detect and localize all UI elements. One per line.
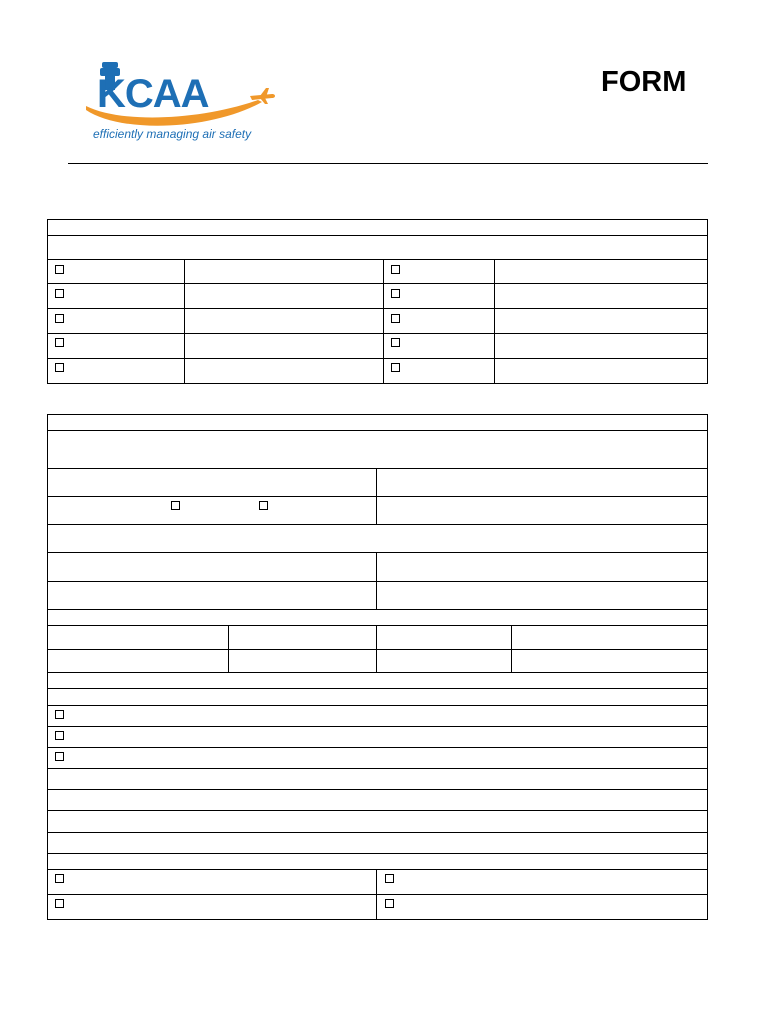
checkbox[interactable]	[385, 899, 394, 908]
checkbox[interactable]	[55, 710, 64, 719]
checkbox[interactable]	[391, 363, 400, 372]
section-2-divider	[47, 832, 708, 833]
checkbox[interactable]	[391, 338, 400, 347]
section-1-divider	[47, 283, 708, 284]
section-1-table	[47, 219, 708, 384]
checkbox[interactable]	[259, 501, 268, 510]
section-2-divider	[47, 894, 708, 895]
section-2-divider	[47, 552, 708, 553]
section-2-divider	[47, 768, 708, 769]
section-2-divider	[47, 853, 708, 854]
checkbox[interactable]	[55, 363, 64, 372]
section-2-divider	[47, 468, 708, 469]
section-2-divider	[47, 705, 708, 706]
section-2-divider	[47, 496, 708, 497]
section-2-divider	[47, 430, 708, 431]
section-1-column-line	[184, 259, 185, 384]
section-2-divider	[47, 810, 708, 811]
checkbox[interactable]	[55, 289, 64, 298]
checkbox[interactable]	[55, 265, 64, 274]
section-2-table	[47, 414, 708, 920]
section-1-divider	[47, 259, 708, 260]
checkbox[interactable]	[55, 731, 64, 740]
section-2-divider	[47, 649, 708, 650]
section-2-column-line	[511, 625, 512, 672]
logo-text: KCAA	[97, 72, 209, 116]
section-2-divider	[47, 609, 708, 610]
checkbox[interactable]	[55, 899, 64, 908]
section-2-column-line	[228, 625, 229, 672]
section-2-column-line	[376, 625, 377, 672]
section-1-divider	[47, 333, 708, 334]
section-2-column-line	[376, 552, 377, 609]
section-2-divider	[47, 672, 708, 673]
section-2-column-line	[376, 869, 377, 920]
section-2-divider	[47, 747, 708, 748]
checkbox[interactable]	[391, 314, 400, 323]
logo-tagline: efficiently managing air safety	[93, 127, 252, 141]
section-2-divider	[47, 726, 708, 727]
section-2-divider	[47, 688, 708, 689]
header-divider	[68, 163, 708, 164]
section-1-divider	[47, 235, 708, 236]
checkbox[interactable]	[55, 874, 64, 883]
checkbox[interactable]	[391, 289, 400, 298]
checkbox[interactable]	[55, 338, 64, 347]
form-title: FORM	[601, 66, 687, 98]
section-2-divider	[47, 581, 708, 582]
section-2-divider	[47, 789, 708, 790]
checkbox[interactable]	[55, 314, 64, 323]
checkbox[interactable]	[391, 265, 400, 274]
checkbox[interactable]	[171, 501, 180, 510]
section-1-divider	[47, 308, 708, 309]
section-2-divider	[47, 625, 708, 626]
checkbox[interactable]	[55, 752, 64, 761]
section-1-column-line	[494, 259, 495, 384]
section-1-column-line	[383, 259, 384, 384]
section-2-divider	[47, 869, 708, 870]
section-2-divider	[47, 524, 708, 525]
checkbox[interactable]	[385, 874, 394, 883]
section-1-divider	[47, 358, 708, 359]
section-2-column-line	[376, 468, 377, 524]
